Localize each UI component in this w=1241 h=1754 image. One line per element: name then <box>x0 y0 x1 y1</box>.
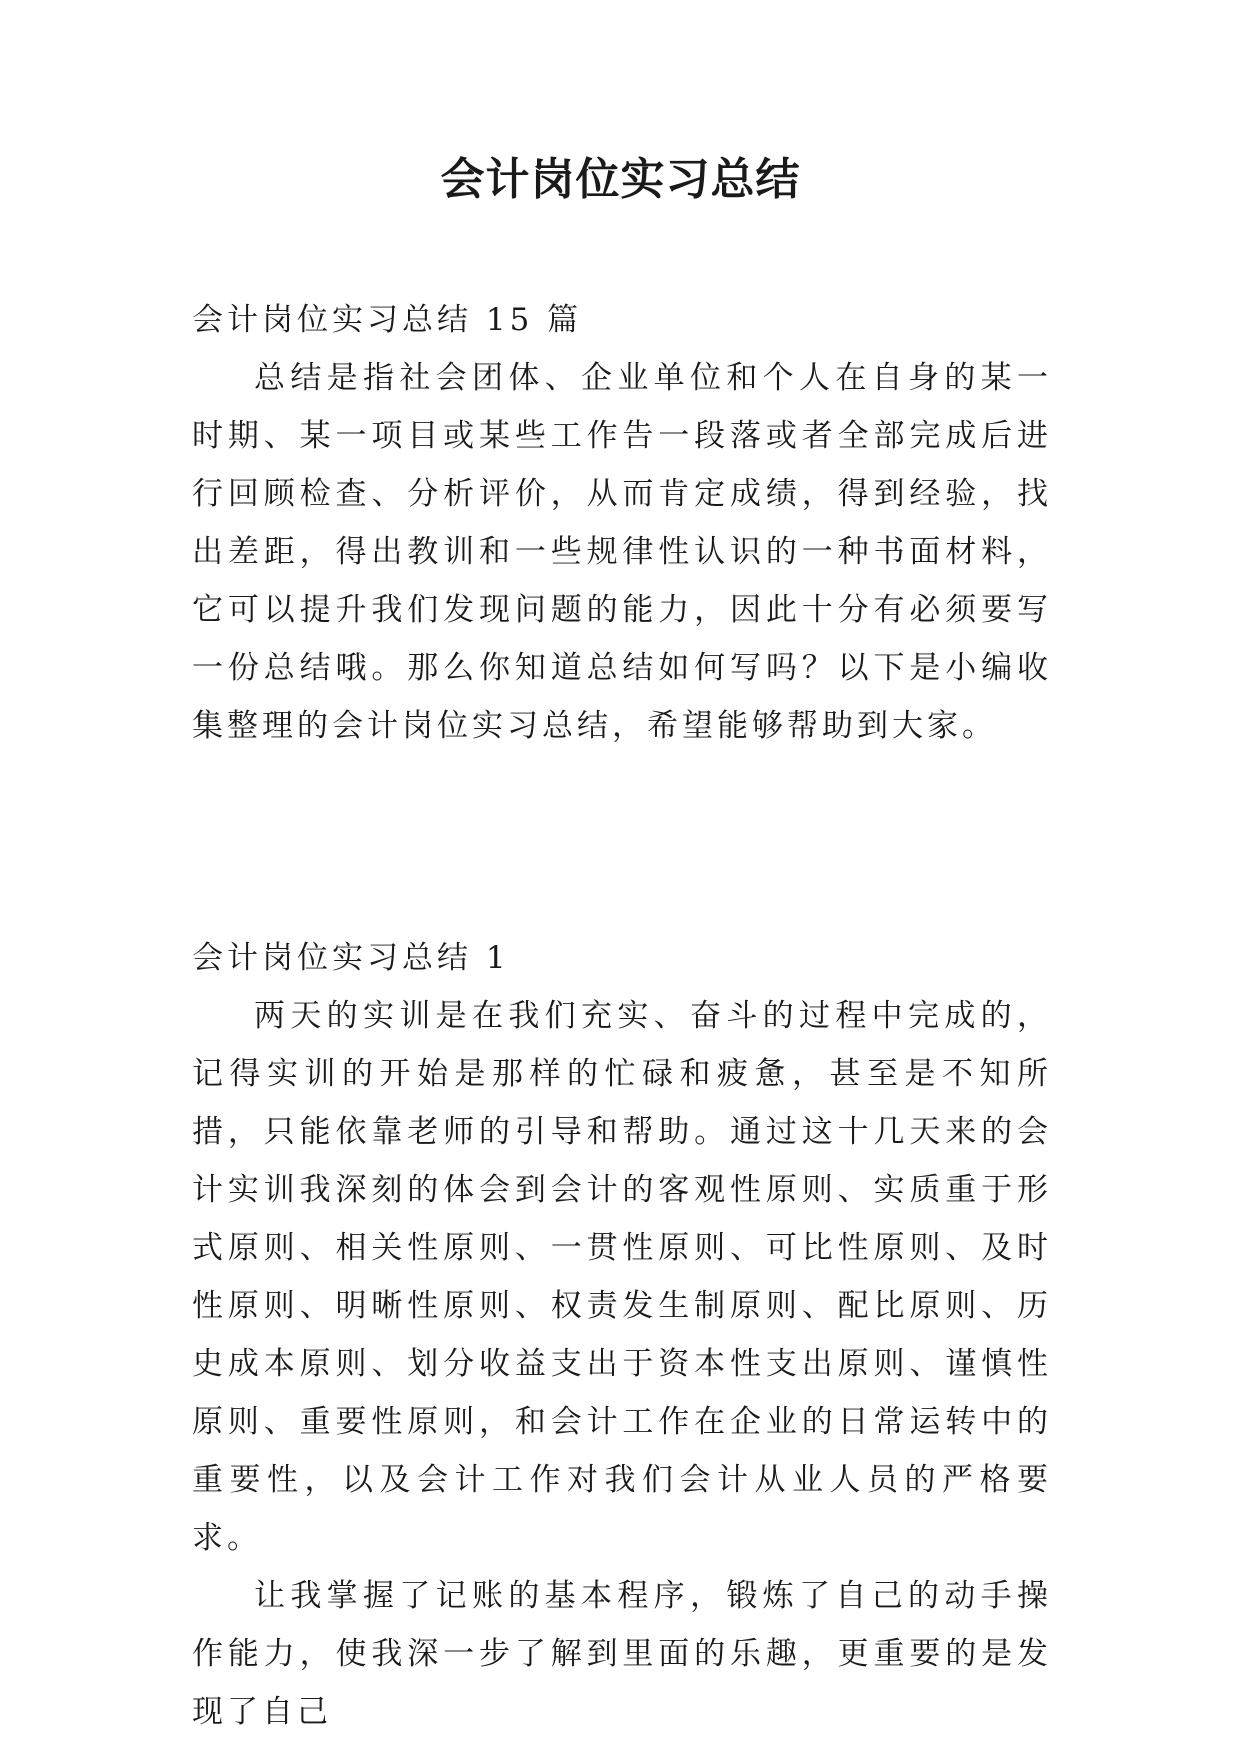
intro-paragraph: 总结是指社会团体、企业单位和个人在自身的某一时期、某一项目或某些工作告一段落或者全部完成后进行回顾检查、分析评价，从而肯定成绩，得到经验，找出差距，得出教训和一些规律性认识的一种书面材料，它可以提升我们发现问题的能力，因此十分有必须要写一份总结哦。那么你知道总结如何写吗？以下是小编收集整理的会计岗位实习总结，希望能够帮助到大家。 <box>192 360 1052 744</box>
document-body <box>192 291 1052 1741</box>
section-1-paragraph-1: 两天的实训是在我们充实、奋斗的过程中完成的，记得实训的开始是那样的忙碌和疲惫，甚至是不知所措，只能依靠老师的引导和帮助。通过这十几天来的会计实训我深刻的体会到会计的客观性原则、实质重于形式原则、相关性原则、一贯性原则、可比性原则、及时性原则、明晰性原则、权责发生制原则、配比原则、历史成本原则、划分收益支出于资本性支出原则、谨慎性原则、重要性原则，和会计工作在企业的日常运转中的重要性，以及会计工作对我们会计从业人员的严格要求。 <box>192 998 1052 1556</box>
section-spacer <box>192 755 1052 929</box>
section-1-paragraph-2: 让我掌握了记账的基本程序，锻炼了自己的动手操作能力，使我深一步了解到里面的乐趣，更重要的是发现了自己 <box>192 1578 1052 1730</box>
document-title: 会计岗位实习总结 <box>440 154 801 205</box>
intro-heading: 会计岗位实习总结 15 篇 <box>192 302 583 338</box>
section-1-heading: 会计岗位实习总结 1 <box>192 940 510 976</box>
